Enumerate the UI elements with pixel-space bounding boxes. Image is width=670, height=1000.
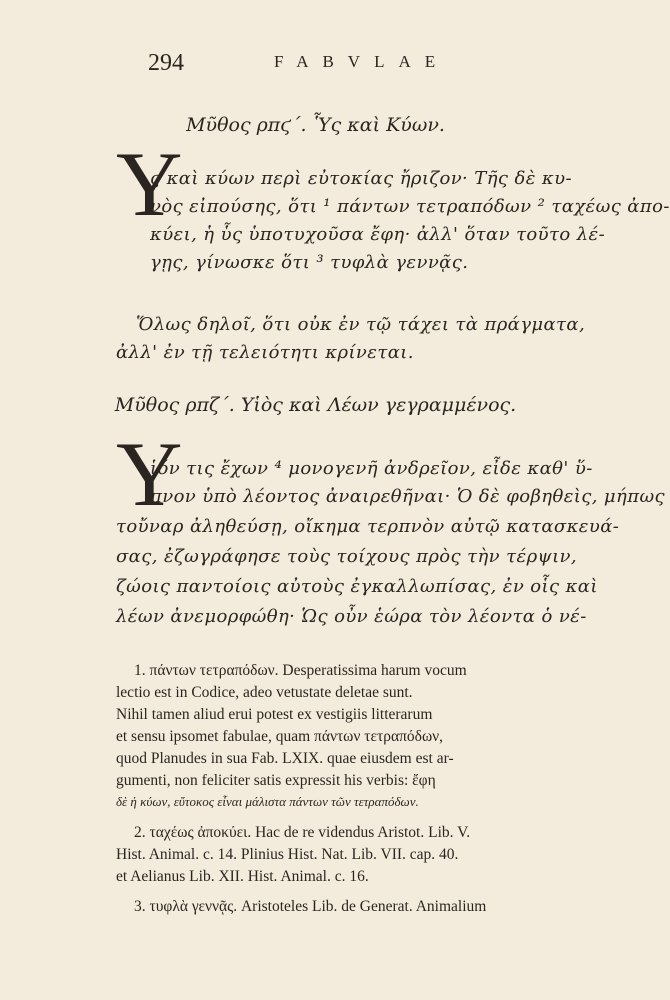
footnote-line: lectio est in Codice, adeo vetustate deletae sunt. [116,684,413,701]
text-line: νὸς εἰπούσης, ὅτι ¹ πάντων τετραπόδων ² ταχέως ἀπο- [150,196,670,217]
text-line: λέων ἀνεμορφώθη· Ὡς οὖν ἑώρα τὸν λέοντα ὁ νέ- [116,606,587,627]
moral-line: Ὅλως δηλοῖ, ὅτι οὐκ ἐν τῷ τάχει τὰ πράγματα, [136,314,586,335]
footnote-line: Nihil tamen aliud erui potest ex vestigiis litterarum [116,706,433,723]
text-line: σας, ἐζωγράφησε τοὺς τοίχους πρὸς τὴν τέρψιν, [116,546,577,567]
fable-title: Μῦθος ρπϛ΄. Ὗς καὶ Κύων. [186,114,445,136]
footnote-line: 3. τυφλὰ γεννᾷς. Aristoteles Lib. de Generat. Animalium [134,898,487,915]
fable-title: Μῦθος ρπζ΄. Υἱὸς καὶ Λέων γεγραμμένος. [114,394,517,416]
running-head: FABVLAE [274,52,450,71]
drop-cap: Υ [116,133,183,235]
text-line: τοὔναρ ἀληθεύσῃ, οἴκημα τερπνὸν αὐτῷ κατασκευά- [116,516,620,537]
text-line: πνον ὑπὸ λέοντος ἀναιρεθῆναι· Ὁ δὲ φοβηθεὶς, μήπως [150,486,666,507]
footnote-line: 1. πάντων τετραπόδων. Desperatissima harum vocum [134,662,467,679]
text-line: γῃς, γίνωσκε ὅτι ³ τυφλὰ γεννᾷς. [150,252,469,273]
footnote-line: et Aelianus Lib. XII. Hist. Animal. c. 16. [116,868,369,885]
text-line: ζώοις παντοίοις αὐτοὺς ἐγκαλλωπίσας, ἐν οἷς καὶ [116,576,598,597]
footnote-line: et sensu ipsomet fabulae, quam πάντων τετραπόδων, [116,728,444,745]
moral-line: ἀλλ' ἐν τῇ τελειότητι κρίνεται. [116,342,414,363]
footnote-line: gumenti, non feliciter satis expressit his verbis: ἔφη [116,772,436,789]
footnote-line: δὲ ἡ κύων, εὔτοκος εἶναι μάλιστα πάντων τῶν τετραπόδων. [116,794,419,809]
page-number: 294 [148,50,184,76]
footnote-line: Hist. Animal. c. 14. Plinius Hist. Nat. Lib. VII. cap. 40. [116,846,459,863]
footnote-line: 2. ταχέως ἀποκύει. Hac de re videndus Aristot. Lib. V. [134,824,471,841]
footnote-line: quod Planudes in sua Fab. LXIX. quae eiusdem est ar- [116,750,454,767]
text-line: κύει, ἡ ὗς ὑποτυχοῦσα ἔφη· ἀλλ' ὅταν τοῦτο λέ- [150,224,606,245]
drop-cap: Υ [116,423,183,525]
text-line: ἱόν τις ἔχων ⁴ μονογενῆ ἀνδρεῖον, εἶδε καθ' ὕ- [150,458,593,479]
text-line: ς καὶ κύων περὶ εὐτοκίας ἤριζον· Τῆς δὲ κυ- [150,168,572,189]
